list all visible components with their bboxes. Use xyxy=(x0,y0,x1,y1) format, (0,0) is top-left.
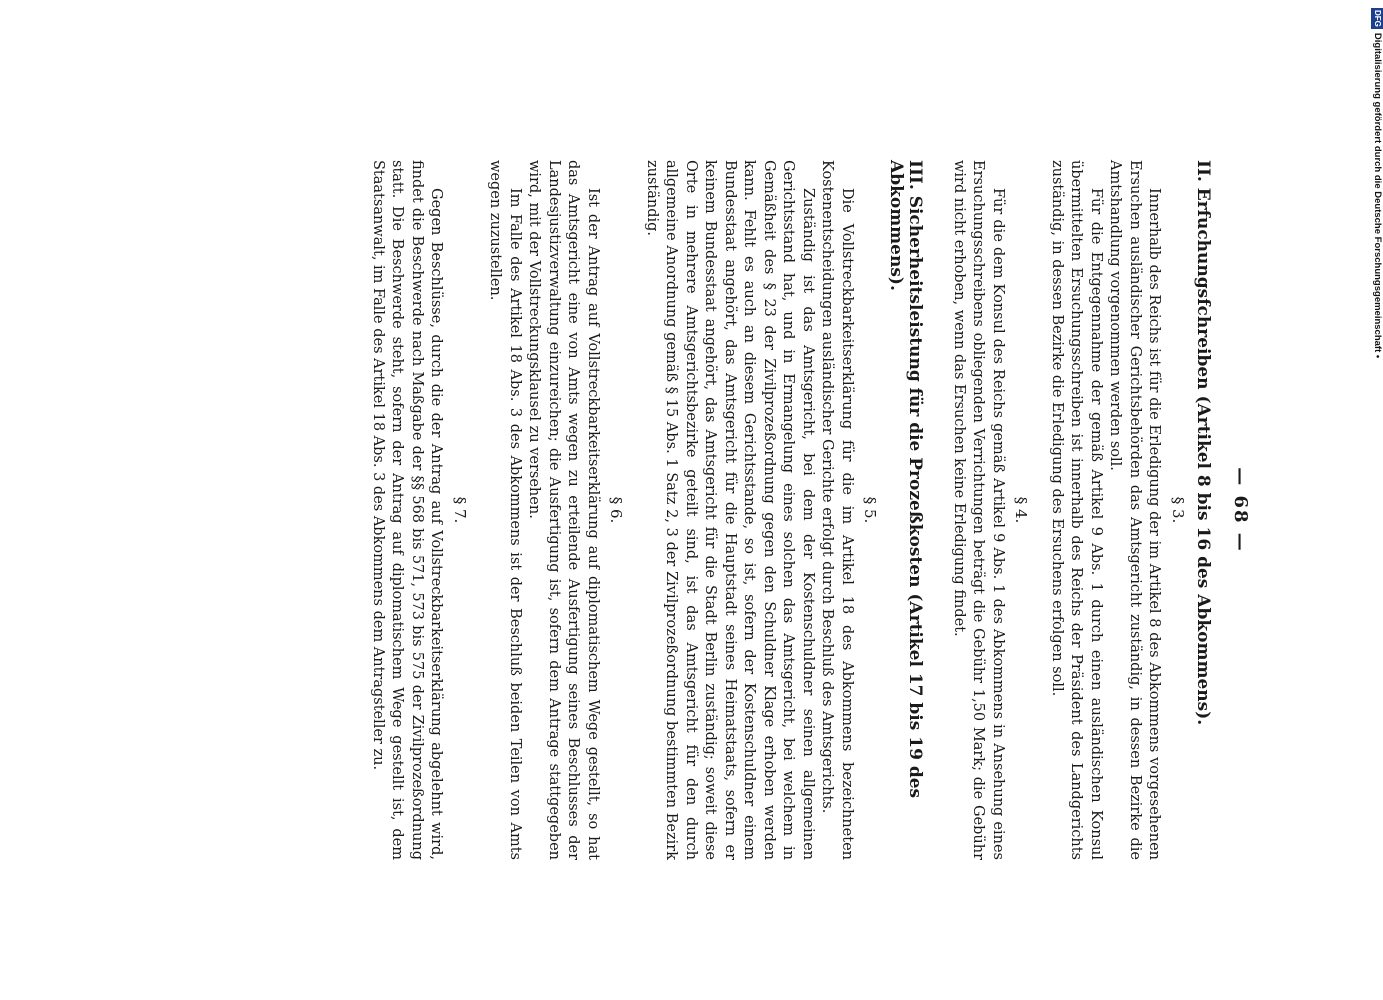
dfg-watermark xyxy=(1370,8,1383,988)
section-heading: II. Erfuchungsfchreiben (Artikel 8 bis 16 des Abkommens). xyxy=(1193,160,1214,726)
paragraph-text: Für die dem Konsul des Reichs gemäß Artikel 9 Abs. 1 des Abkommens in Ansehung eines Ersuchungsschreibens obliegenden Verrichtungen beträgt die Gebühr 1,50 Mark; die Gebühr wird nicht erhoben, wenn das Ersuchen keine Erledigung findet. xyxy=(951,160,1006,860)
paragraph-mark: § 6. xyxy=(607,496,626,524)
paragraph-mark: § 4. xyxy=(1012,496,1031,524)
page-content xyxy=(368,160,1251,860)
paragraph-text: Ist der Antrag auf Vollstreckbarkeitserklärung auf diplomatischem Wege gestellt, so hat das Amtsgericht eine von Amts wegen zu erteilende Ausfertigung seines Beschlusses der Landesjustizverwaltung einzureichen; die Ausfertigung ist, sofern dem Antrage stattgegeben wird, mit der Vollstreckungsklausel zu versehen. xyxy=(526,160,601,860)
rotated-document-page xyxy=(150,160,1250,860)
dfg-logo-badge: DFG xyxy=(1373,10,1382,27)
paragraph-text: Die Vollstreckbarkeitserklärung für die im Artikel 18 des Abkommens bezeichneten Kostenentscheidungen ausländischer Gerichte erfolgt durch Beschluß des Amtsgerichts. xyxy=(819,160,855,860)
section-heading: III. Sicherheitsleistung für die Prozeßkosten (Artikel 17 bis 19 des Abkommens). xyxy=(886,160,926,799)
watermark-text: Digitalisierung gefördert durch die Deutsche Forschungsgemeinschaft • xyxy=(1372,32,1383,359)
watermark-line xyxy=(1370,8,1383,988)
paragraph-text: Für die Entgegennahme der gemäß Artikel 9 Abs. 1 durch einen ausländischen Konsul übermittelten Ersuchungsschreiben ist innerhalb des Reichs der Präsident des Landgerichts zuständig, in dessen Bezirke die Erledigung des Ersuchens erfolgen soll. xyxy=(1049,160,1104,860)
page-number: — 68 — xyxy=(1230,467,1251,553)
paragraph-text: Im Falle des Artikel 18 Abs. 3 des Abkommens ist der Beschluß beiden Teilen von Amts wegen zuzustellen. xyxy=(487,160,523,860)
paragraph-text: Innerhalb des Reichs ist für die Erledigung der im Artikel 8 des Abkommens vorgesehenen Ersuchen ausländischer Gerichtsbehörden das Amtsgericht zuständig, in dessen Bezirke die Amtshandlung vorgenommen werden soll. xyxy=(1107,160,1163,860)
section-2 xyxy=(949,160,1213,860)
paragraph-mark: § 7. xyxy=(451,496,469,524)
paragraph-mark: § 5. xyxy=(861,496,880,524)
paragraph-mark: § 3. xyxy=(1169,496,1187,524)
paragraph-text: Zuständig ist das Amtsgericht, bei dem der Kostenschuldner seinen allgemeinen Gerichtsstand hat, und in Ermangelung eines solchen das Amtsgericht, bei welchem in Gemäßheit des § 23 der Zivilprozeßordnung gegen den Schuldner Klage erhoben werden kann. Fehlt es auch an diesem Gerichtsstande, so ist, sofern der Kostenschuldner einem Bundesstaat angehört, das Amtsgericht für die Hauptstadt seines Heimatstaats, sofern er keinem Bundesstaat angehört, das Amtsgericht für die Stadt Berlin zuständig; soweit diese Orte in mehrere Amtsgerichtsbezirke geteilt sind, ist das Amtsgericht für den durch allgemeine Anordnung gemäß § 15 Abs. 1 Satz 2, 3 der Zivilprozeßordnung bestimmten Bezirk zuständig. xyxy=(644,160,816,860)
paragraph-text: Gegen Beschlüsse, durch die der Antrag auf Vollstreckbarkeitserklärung abgelehnt wird, findet die Beschwerde nach Maßgabe der §§ 568 bis 571, 573 bis 575 der Zivilprozeßordnung statt. Die Beschwerde steht, sofern der Antrag auf diplomatischem Wege gestellt ist, dem Staatsanwalt, im Falle des Artikel 18 Abs. 3 des Abkommens dem Antragsteller zu. xyxy=(370,160,445,860)
section-3 xyxy=(368,160,925,860)
